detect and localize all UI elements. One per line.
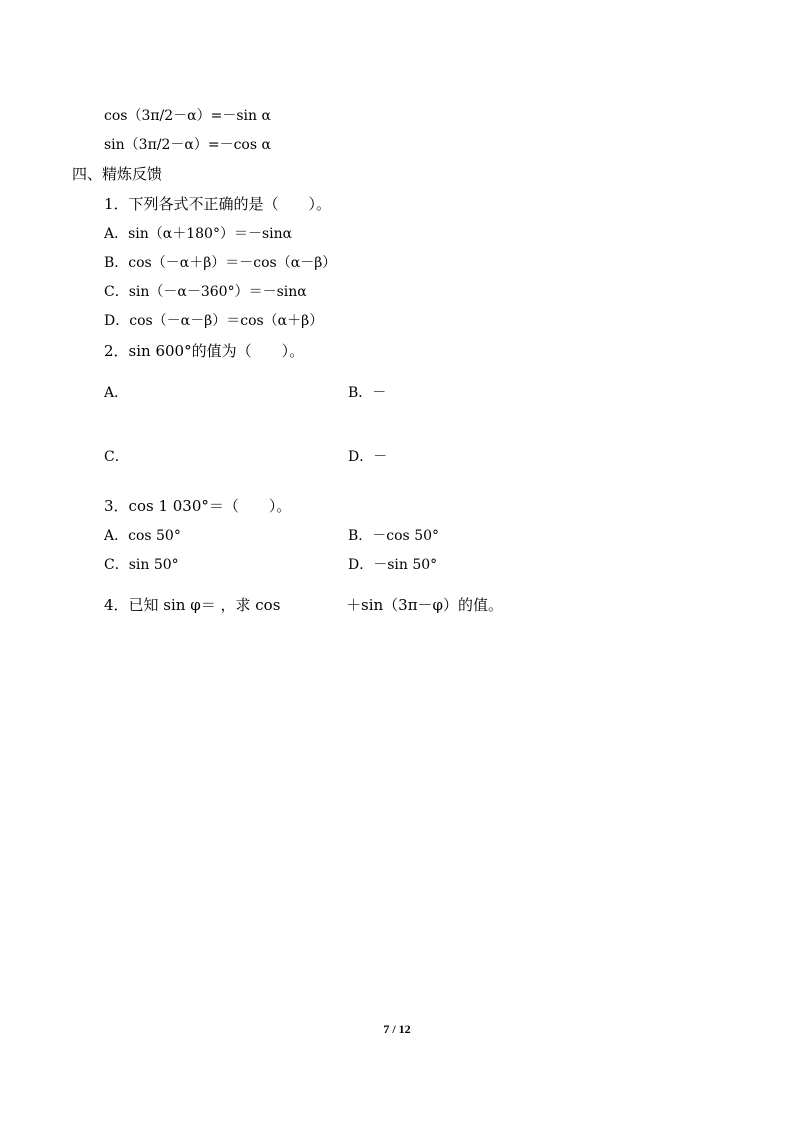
question-3-option-b: B．－cos 50° bbox=[348, 528, 440, 544]
section-heading: 四、精炼反馈 bbox=[72, 165, 163, 183]
question-2-option-a: A． bbox=[104, 385, 129, 401]
question-2-option-b: B．－ bbox=[348, 385, 387, 401]
question-1-option-d: D．cos（－α－β）＝cos（α＋β） bbox=[104, 313, 324, 329]
question-3-stem: 3．cos 1 030°＝（ ）。 bbox=[104, 497, 292, 515]
question-2-stem: 2．sin 600°的值为（ ）。 bbox=[104, 342, 305, 360]
question-3-option-a: A．cos 50° bbox=[104, 528, 181, 544]
question-2-option-c: C． bbox=[104, 449, 129, 465]
question-3-option-d: D．－sin 50° bbox=[348, 557, 438, 573]
question-1-option-c: C．sin（－α－360°）＝－sinα bbox=[104, 284, 307, 300]
question-1-option-b: B．cos（－α＋β）＝－cos（α－β） bbox=[104, 255, 337, 271]
question-4-part-1: 4．已知 sin φ＝ ，求 cos bbox=[104, 596, 281, 614]
question-2-option-d: D．－ bbox=[348, 449, 388, 465]
formula-sin: sin（3π/2－α）=－cos α bbox=[104, 137, 271, 153]
formula-cos: cos（3π/2－α）=－sin α bbox=[104, 108, 271, 124]
question-1-stem: 1．下列各式不正确的是（ ）。 bbox=[104, 195, 332, 213]
page-number: 7 / 12 bbox=[383, 1022, 411, 1036]
question-3-option-c: C．sin 50° bbox=[104, 557, 179, 573]
question-4-part-2: ＋sin（3π－φ）的值。 bbox=[346, 596, 504, 614]
question-1-option-a: A．sin（α＋180°）＝－sinα bbox=[104, 226, 293, 242]
